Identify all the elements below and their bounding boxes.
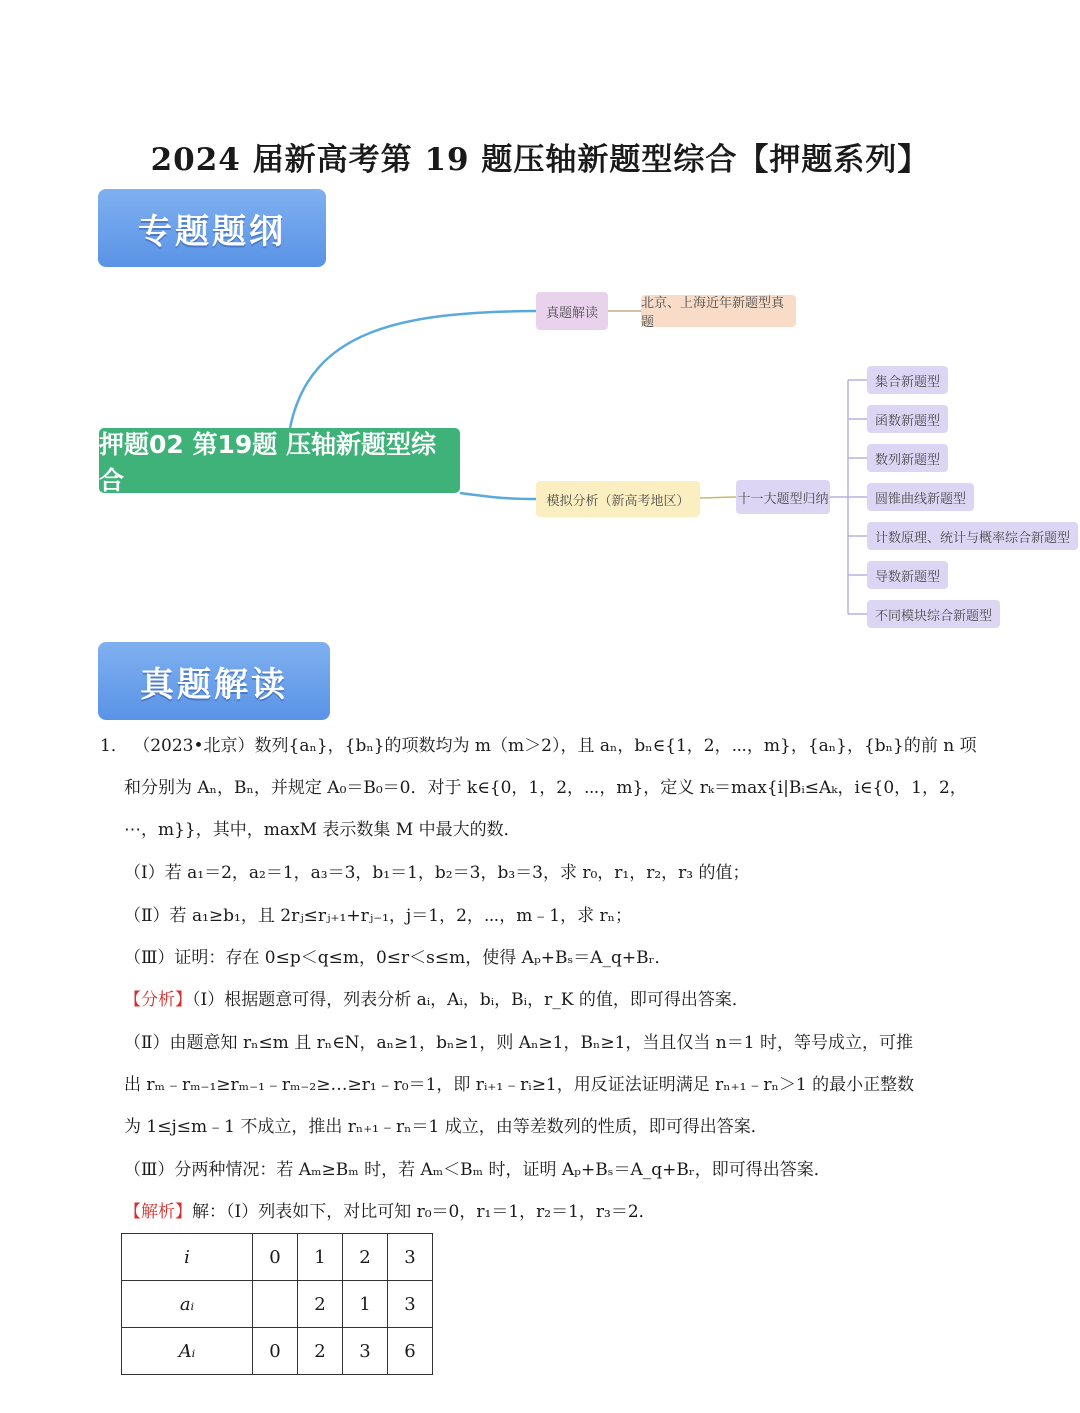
mindmap-branch-sim: 模拟分析（新高考地区）	[536, 481, 700, 517]
outline-banner: 专题题纲	[98, 189, 326, 267]
mindmap-leaf: 不同模块综合新题型	[867, 600, 1000, 628]
question-1: （Ⅰ）若 a₁＝2，a₂＝1，a₃＝3，b₁＝1，b₂＝3，b₃＝3，求 r₀，r₁，r₂，r₃ 的值；	[124, 863, 750, 883]
mindmap-sim-child: 十一大题型归纳	[736, 480, 830, 514]
table-cell: 2	[343, 1234, 388, 1281]
connector-root-exam	[290, 311, 536, 428]
solution-label: 【解析】	[124, 1202, 192, 1222]
table-cell: 2	[298, 1328, 343, 1375]
table-cell: 3	[343, 1328, 388, 1375]
table-cell: 3	[388, 1281, 433, 1328]
table-cell: 1	[298, 1234, 343, 1281]
problem-line: 1． （2023•北京）数列{aₙ}，{bₙ}的项数均为 m（m＞2），且 aₙ，bₙ∈{1，2，⋯，m}，{aₙ}，{bₙ}的前 n 项	[100, 736, 977, 756]
table-cell: 1	[343, 1281, 388, 1328]
problem-line: 和分别为 Aₙ，Bₙ，并规定 A₀＝B₀＝0．对于 k∈{0，1，2，⋯，m}，定义 rₖ＝max{i|Bᵢ≤Aₖ，i∈{0，1，2，	[124, 778, 967, 798]
analysis-line: （Ⅱ）由题意知 rₙ≤m 且 rₙ∈N，aₙ≥1，bₙ≥1，则 Aₙ≥1，Bₙ≥1，当且仅当 n＝1 时，等号成立，可推	[124, 1033, 913, 1053]
table-row	[122, 1328, 433, 1375]
solution-text: 解：（Ⅰ）列表如下，对比可知 r₀＝0，r₁＝1，r₂＝1，r₃＝2．	[192, 1202, 656, 1222]
table-cell: 0	[253, 1234, 298, 1281]
connector-root-sim	[460, 493, 536, 499]
exam-banner: 真题解读	[98, 642, 330, 720]
question-2: （Ⅱ）若 a₁≥b₁，且 2rⱼ≤rⱼ₊₁+rⱼ₋₁，j＝1，2，⋯，m﹣1，求 rₙ；	[124, 906, 633, 926]
solution-line	[124, 1199, 1004, 1225]
mindmap-leaf: 计数原理、统计与概率综合新题型	[867, 522, 1078, 550]
mindmap-leaf: 数列新题型	[867, 444, 948, 472]
table-cell: 0	[253, 1328, 298, 1375]
analysis-line	[124, 987, 1004, 1013]
analysis-line: 出 rₘ﹣rₘ₋₁≥rₘ₋₁﹣rₘ₋₂≥…≥r₁﹣r₀＝1，即 rᵢ₊₁﹣rᵢ≥1，用反证法证明满足 rₙ₊₁﹣rₙ＞1 的最小正整数	[124, 1075, 915, 1095]
connector-sim-child	[700, 497, 736, 498]
table-cell: 6	[388, 1328, 433, 1375]
table-cell: 3	[388, 1234, 433, 1281]
mindmap-exam-leaf: 北京、上海近年新题型真题	[641, 295, 796, 327]
values-table	[121, 1233, 433, 1375]
analysis-text: （Ⅰ）根据题意可得，列表分析 aᵢ，Aᵢ，bᵢ，Bᵢ，r_K 的值，即可得出答案．	[192, 990, 749, 1010]
table-row-head: Aᵢ	[122, 1328, 253, 1375]
question-3: （Ⅲ）证明：存在 0≤p＜q≤m，0≤r＜s≤m，使得 Aₚ+Bₛ＝A_q+Bᵣ．	[124, 948, 672, 968]
table-cell: 2	[298, 1281, 343, 1328]
analysis-line: （Ⅲ）分两种情况：若 Aₘ≥Bₘ 时，若 Aₘ＜Bₘ 时，证明 Aₚ+Bₛ＝A_q+Bᵣ，即可得出答案．	[124, 1160, 831, 1180]
problem-line: ⋯，m}}，其中，maxM 表示数集 M 中最大的数．	[124, 820, 521, 840]
page-title: 2024 届新高考第 19 题压轴新题型综合【押题系列】	[150, 142, 930, 178]
mindmap-leaf: 集合新题型	[867, 366, 948, 394]
table-row	[122, 1281, 433, 1328]
analysis-label: 【分析】	[124, 990, 192, 1010]
table-row-head: aᵢ	[122, 1281, 253, 1328]
mindmap-root: 押题02 第19题 压轴新题型综合	[99, 428, 460, 493]
table-cell	[253, 1281, 298, 1328]
mindmap-leaf: 导数新题型	[867, 561, 948, 589]
table-row-head: i	[122, 1234, 253, 1281]
mindmap-branch-exam: 真题解读	[536, 292, 608, 330]
mindmap-leaf: 圆锥曲线新题型	[867, 483, 974, 511]
table-row	[122, 1234, 433, 1281]
mindmap-leaf: 函数新题型	[867, 405, 948, 433]
connector-leaf-branches	[848, 380, 867, 614]
analysis-line: 为 1≤j≤m﹣1 不成立，推出 rₙ₊₁﹣rₙ＝1 成立，由等差数列的性质，即可得出答案．	[124, 1117, 768, 1137]
